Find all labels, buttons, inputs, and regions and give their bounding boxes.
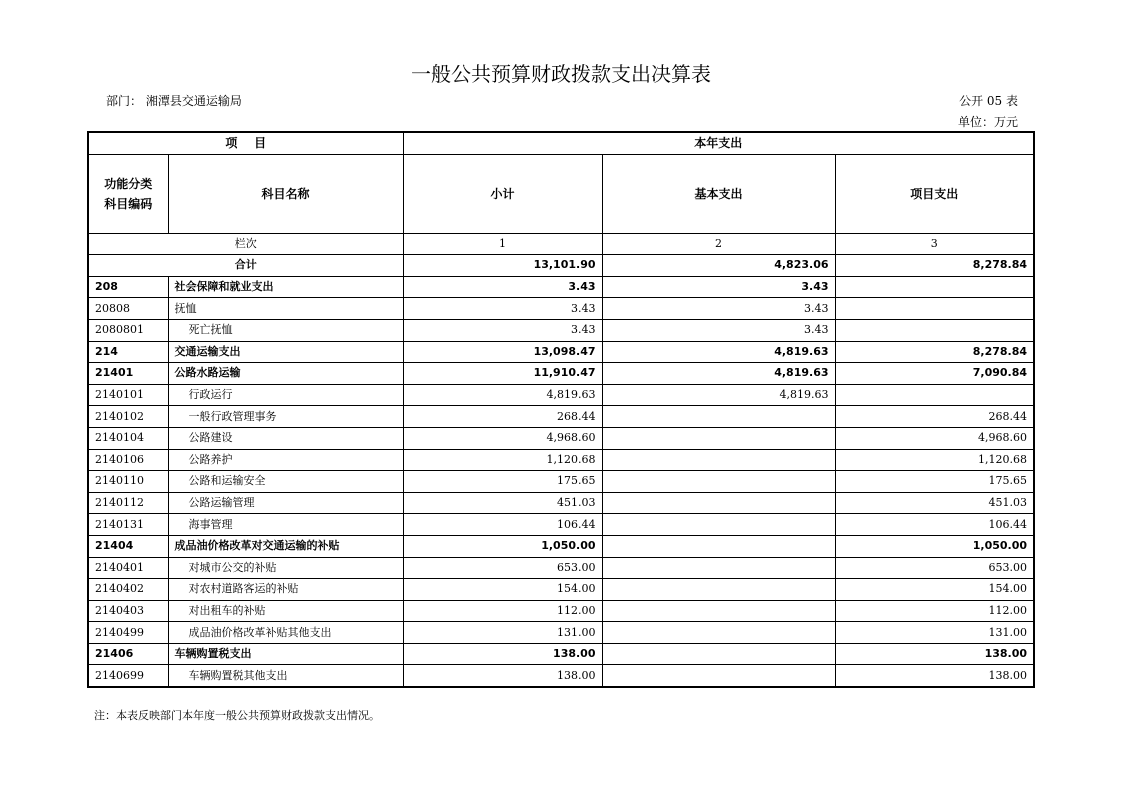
- col-index-2: 2: [602, 233, 835, 255]
- row-project: 4,968.60: [835, 427, 1034, 449]
- row-name: 公路运输管理: [168, 492, 403, 514]
- row-name: 公路水路运输: [168, 363, 403, 385]
- row-project: [835, 319, 1034, 341]
- table-row: [88, 427, 1034, 449]
- row-basic: 4,819.63: [602, 341, 835, 363]
- row-subtotal: 3.43: [403, 276, 602, 298]
- row-name: 抚恤: [168, 298, 403, 320]
- row-project: 1,050.00: [835, 535, 1034, 557]
- row-name: 对农村道路客运的补贴: [168, 579, 403, 601]
- row-subtotal: 131.00: [403, 622, 602, 644]
- table-row: [88, 535, 1034, 557]
- row-name: 对城市公交的补贴: [168, 557, 403, 579]
- table-row: [88, 600, 1034, 622]
- header-item: 项 目: [88, 132, 403, 154]
- row-code: 208: [88, 276, 168, 298]
- table-row: [88, 363, 1034, 385]
- row-subtotal: 3.43: [403, 298, 602, 320]
- table-row: [88, 406, 1034, 428]
- row-code: 2140699: [88, 665, 168, 687]
- row-code: 2140499: [88, 622, 168, 644]
- table-row: [88, 514, 1034, 536]
- row-subtotal: 11,910.47: [403, 363, 602, 385]
- table-row: [88, 449, 1034, 471]
- row-subtotal: 154.00: [403, 579, 602, 601]
- header-current-year: 本年支出: [403, 132, 1034, 154]
- row-code: 2140401: [88, 557, 168, 579]
- row-project: 175.65: [835, 471, 1034, 493]
- row-code: 2140110: [88, 471, 168, 493]
- col-index-3: 3: [835, 233, 1034, 255]
- row-project: 451.03: [835, 492, 1034, 514]
- table-row: [88, 276, 1034, 298]
- row-name: 成品油价格改革对交通运输的补贴: [168, 535, 403, 557]
- row-name: 一般行政管理事务: [168, 406, 403, 428]
- row-basic: [602, 427, 835, 449]
- row-subtotal: 112.00: [403, 600, 602, 622]
- row-subtotal: 653.00: [403, 557, 602, 579]
- header-subject-name: 科目名称: [168, 154, 403, 233]
- row-subtotal: 138.00: [403, 665, 602, 687]
- table-row: [88, 557, 1034, 579]
- row-subtotal: 268.44: [403, 406, 602, 428]
- row-project: 131.00: [835, 622, 1034, 644]
- total-basic: 4,823.06: [602, 255, 835, 277]
- header-func-code: 功能分类 科目编码: [88, 154, 168, 233]
- row-name: 车辆购置税支出: [168, 643, 403, 665]
- row-name: 行政运行: [168, 384, 403, 406]
- row-name: 公路建设: [168, 427, 403, 449]
- table-row: [88, 384, 1034, 406]
- row-code: 21401: [88, 363, 168, 385]
- table-row: [88, 622, 1034, 644]
- row-project: 8,278.84: [835, 341, 1034, 363]
- row-basic: [602, 449, 835, 471]
- row-subtotal: 3.43: [403, 319, 602, 341]
- row-project: [835, 384, 1034, 406]
- row-basic: 4,819.63: [602, 363, 835, 385]
- row-name: 车辆购置税其他支出: [168, 665, 403, 687]
- row-name: 成品油价格改革补贴其他支出: [168, 622, 403, 644]
- row-subtotal: 13,098.47: [403, 341, 602, 363]
- total-label: 合计: [88, 255, 403, 277]
- row-code: 2140102: [88, 406, 168, 428]
- header-subtotal: 小计: [403, 154, 602, 233]
- row-project: [835, 276, 1034, 298]
- department-label: 部门： 湘潭县交通运输局: [106, 94, 242, 108]
- row-basic: [602, 622, 835, 644]
- row-basic: [602, 535, 835, 557]
- row-subtotal: 1,120.68: [403, 449, 602, 471]
- row-basic: [602, 492, 835, 514]
- row-name: 公路和运输安全: [168, 471, 403, 493]
- row-code: 2140131: [88, 514, 168, 536]
- row-code: 21406: [88, 643, 168, 665]
- row-project: [835, 298, 1034, 320]
- unit-label: 单位：万元: [957, 115, 1018, 129]
- table-row: [88, 471, 1034, 493]
- table-row: [88, 492, 1034, 514]
- row-basic: [602, 471, 835, 493]
- row-code: 21404: [88, 535, 168, 557]
- total-subtotal: 13,101.90: [403, 255, 602, 277]
- row-subtotal: 138.00: [403, 643, 602, 665]
- header-project: 项目支出: [835, 154, 1034, 233]
- row-subtotal: 106.44: [403, 514, 602, 536]
- row-subtotal: 451.03: [403, 492, 602, 514]
- row-basic: 3.43: [602, 276, 835, 298]
- row-name: 公路养护: [168, 449, 403, 471]
- expenditure-table: [87, 131, 1035, 688]
- row-project: 653.00: [835, 557, 1034, 579]
- row-subtotal: 1,050.00: [403, 535, 602, 557]
- row-basic: [602, 406, 835, 428]
- table-row: [88, 643, 1034, 665]
- row-project: 1,120.68: [835, 449, 1034, 471]
- row-basic: [602, 665, 835, 687]
- table-row: [88, 341, 1034, 363]
- page-title: 一般公共预算财政拨款支出决算表: [411, 62, 711, 86]
- row-subtotal: 175.65: [403, 471, 602, 493]
- row-basic: [602, 600, 835, 622]
- row-project: 154.00: [835, 579, 1034, 601]
- row-name: 交通运输支出: [168, 341, 403, 363]
- row-basic: [602, 557, 835, 579]
- table-row: [88, 579, 1034, 601]
- table-row: [88, 319, 1034, 341]
- footnote: 注：本表反映部门本年度一般公共预算财政拨款支出情况。: [94, 709, 380, 722]
- row-basic: 3.43: [602, 319, 835, 341]
- row-project: 106.44: [835, 514, 1034, 536]
- row-subtotal: 4,819.63: [403, 384, 602, 406]
- row-project: 138.00: [835, 665, 1034, 687]
- row-code: 2140101: [88, 384, 168, 406]
- table-row: [88, 298, 1034, 320]
- row-code: 2140402: [88, 579, 168, 601]
- row-code: 2140106: [88, 449, 168, 471]
- row-label: 栏次: [88, 233, 403, 255]
- row-basic: [602, 579, 835, 601]
- row-name: 海事管理: [168, 514, 403, 536]
- row-code: 2080801: [88, 319, 168, 341]
- row-code: 2140112: [88, 492, 168, 514]
- header-basic: 基本支出: [602, 154, 835, 233]
- row-subtotal: 4,968.60: [403, 427, 602, 449]
- row-basic: [602, 643, 835, 665]
- row-basic: 4,819.63: [602, 384, 835, 406]
- row-name: 死亡抚恤: [168, 319, 403, 341]
- table-body: [88, 276, 1034, 687]
- total-project: 8,278.84: [835, 255, 1034, 277]
- row-basic: [602, 514, 835, 536]
- row-code: 214: [88, 341, 168, 363]
- form-code: 公开 05 表: [959, 94, 1018, 108]
- row-name: 社会保障和就业支出: [168, 276, 403, 298]
- col-index-1: 1: [403, 233, 602, 255]
- row-basic: 3.43: [602, 298, 835, 320]
- row-code: 2140403: [88, 600, 168, 622]
- table-row: [88, 665, 1034, 687]
- row-project: 138.00: [835, 643, 1034, 665]
- row-project: 112.00: [835, 600, 1034, 622]
- row-code: 2140104: [88, 427, 168, 449]
- row-name: 对出租车的补贴: [168, 600, 403, 622]
- row-code: 20808: [88, 298, 168, 320]
- row-project: 268.44: [835, 406, 1034, 428]
- row-project: 7,090.84: [835, 363, 1034, 385]
